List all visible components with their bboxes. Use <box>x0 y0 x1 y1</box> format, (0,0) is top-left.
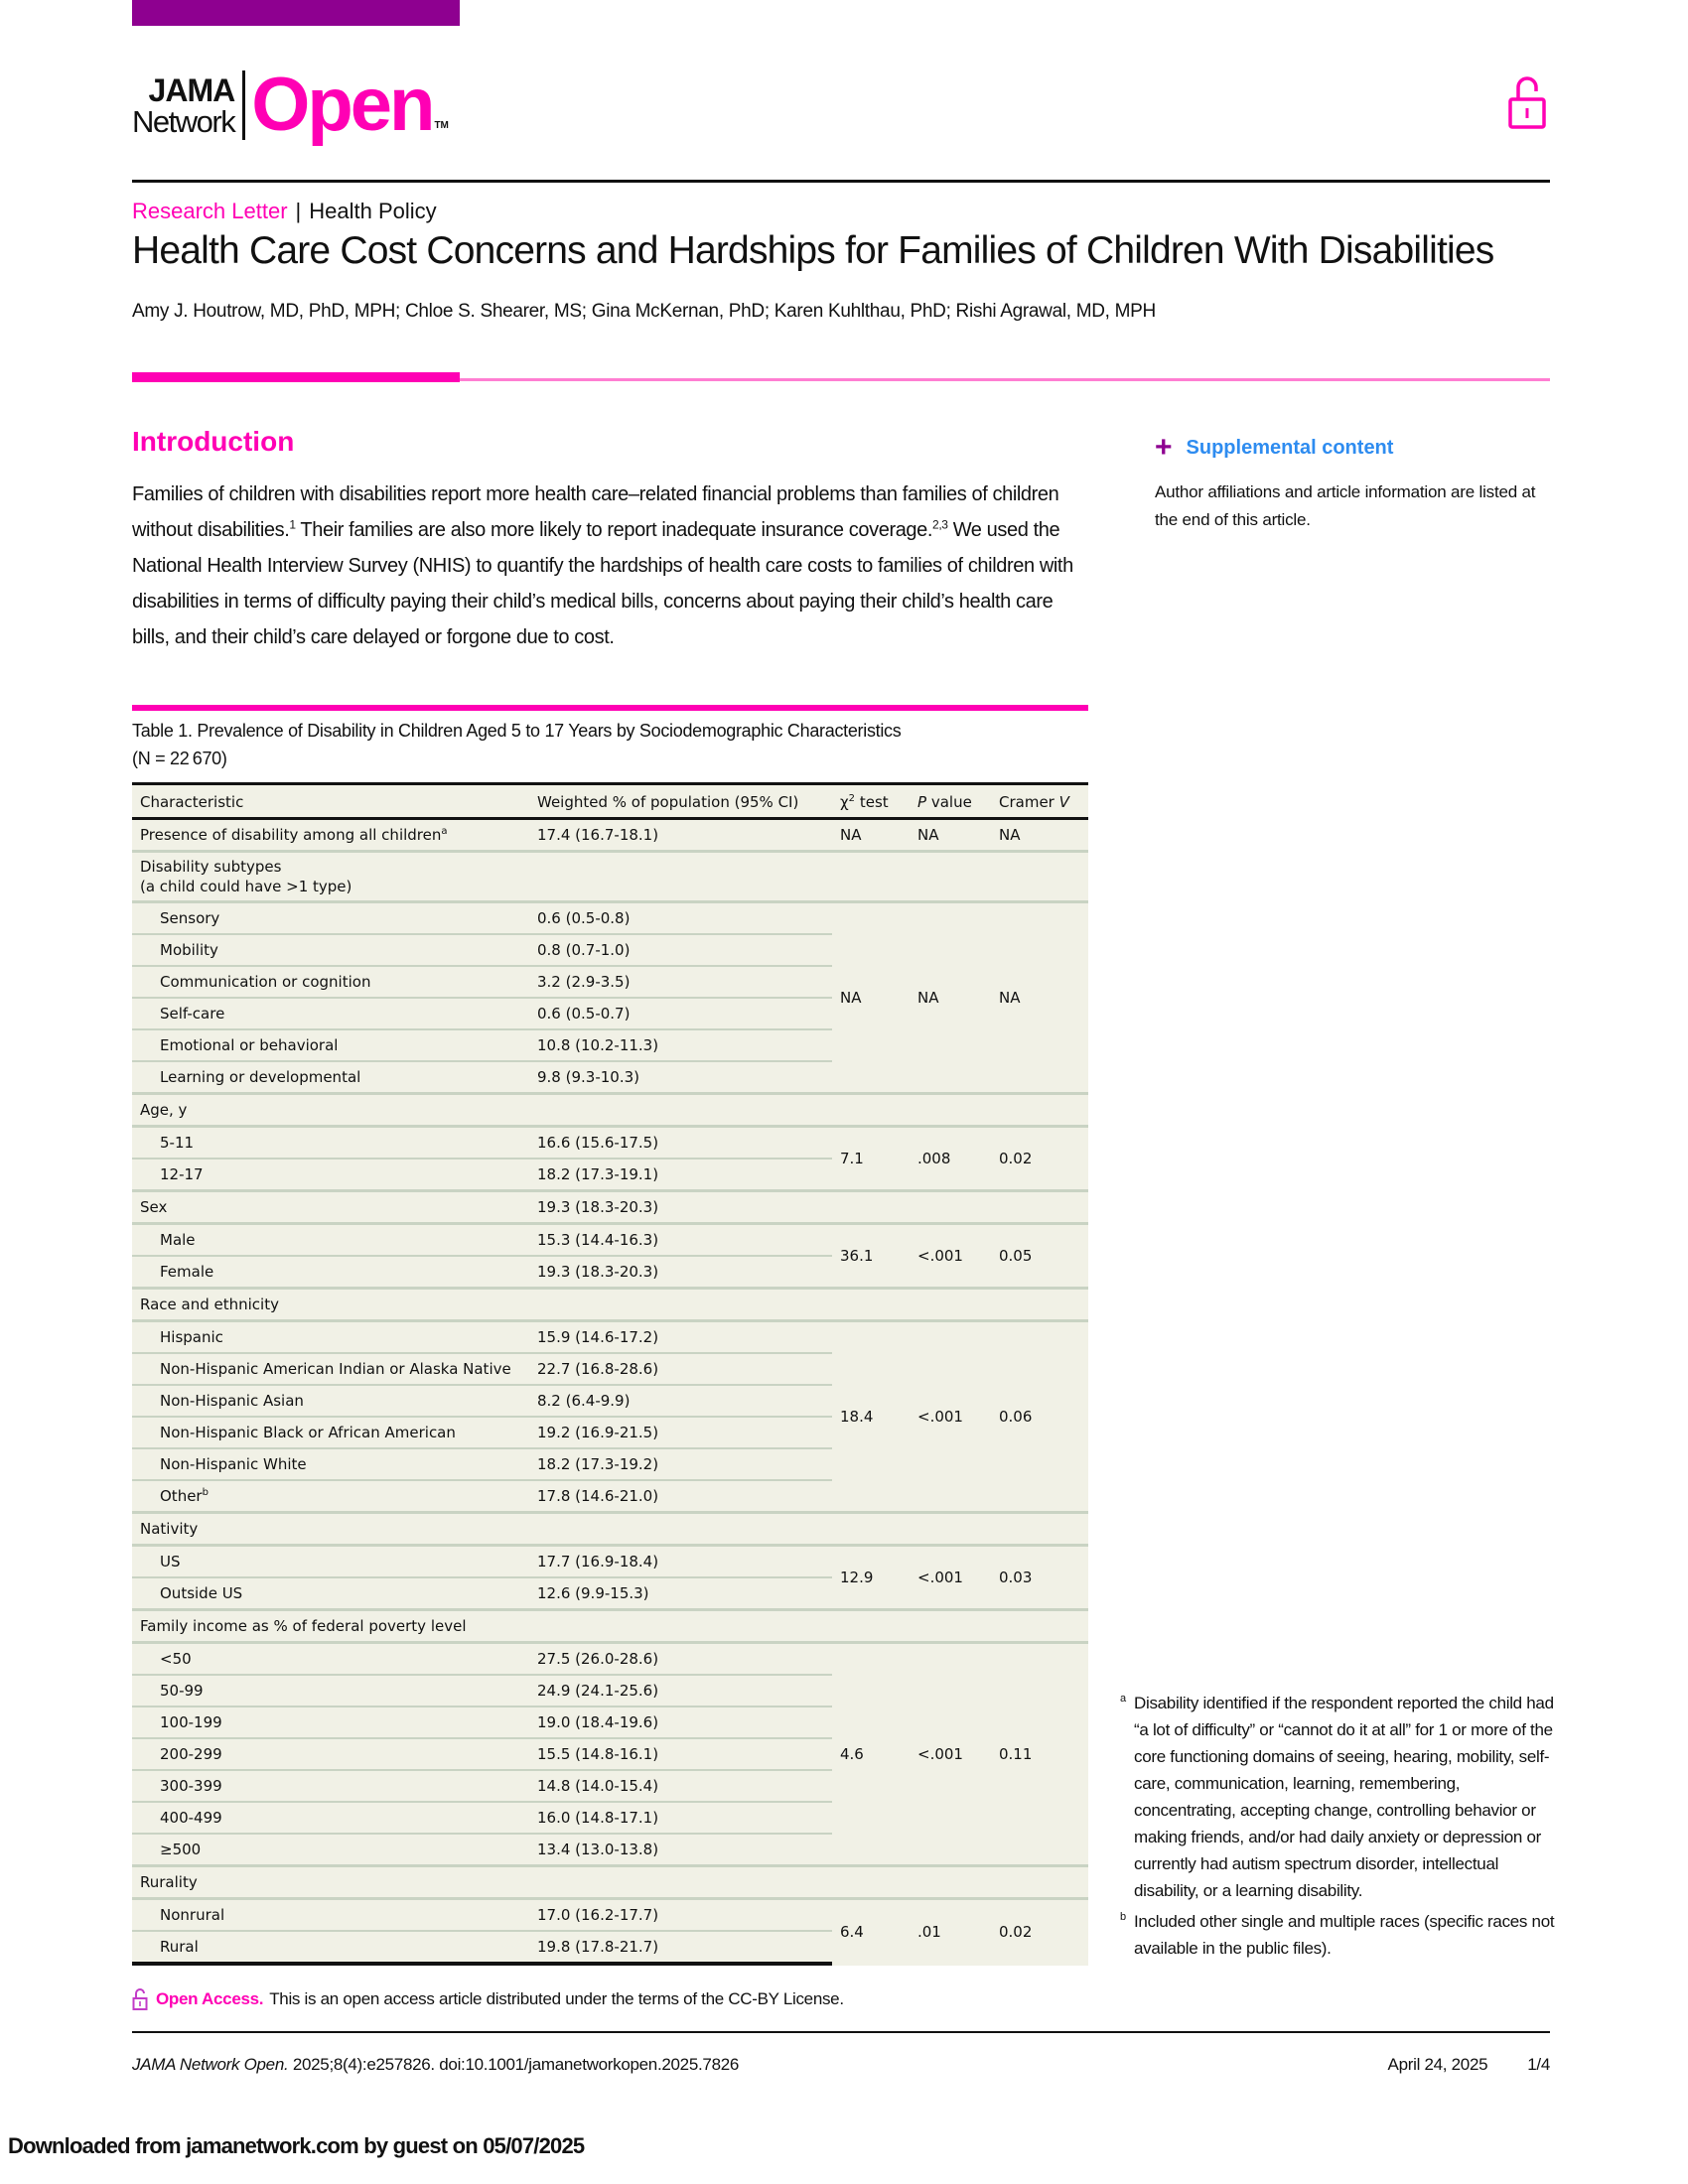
table-row <box>132 1224 1088 1257</box>
group-value <box>529 1289 832 1321</box>
row-label: 50-99 <box>132 1675 529 1706</box>
doi-citation[interactable]: 2025;8(4):e257826. doi:10.1001/jamanetworkopen.2025.7826 <box>288 2055 740 2074</box>
p-value: .01 <box>910 1899 991 1965</box>
article-title: Health Care Cost Concerns and Hardships for Families of Children With Disabilities <box>132 229 1494 272</box>
group-label: Age, y <box>132 1094 529 1127</box>
open-access-text: This is an open access article distributed under the terms of the CC-BY License. <box>269 1989 844 2008</box>
row-label: 100-199 <box>132 1706 529 1738</box>
group-label: Family income as % of federal poverty level <box>132 1610 529 1643</box>
empty-cell <box>832 1513 910 1546</box>
table-caption <box>132 717 1088 772</box>
row-value: 0.6 (0.5-0.8) <box>529 902 832 935</box>
chi-square: 18.4 <box>832 1321 910 1513</box>
table-row <box>132 902 1088 935</box>
article-category[interactable]: Health Policy <box>309 199 437 223</box>
row-value: 12.6 (9.9-15.3) <box>529 1577 832 1610</box>
row-label: Outside US <box>132 1577 529 1610</box>
row-label: 400-499 <box>132 1802 529 1834</box>
row-value: 9.8 (9.3-10.3) <box>529 1061 832 1094</box>
chi-square: 4.6 <box>832 1643 910 1866</box>
reference-2-3[interactable]: 2,3 <box>932 517 948 532</box>
group-label: Race and ethnicity <box>132 1289 529 1321</box>
row-label: Non-Hispanic White <box>132 1448 529 1480</box>
brand-top-bar <box>132 0 460 26</box>
cramer-v: 0.02 <box>991 1127 1088 1191</box>
row-label: Non-Hispanic Black or African American <box>132 1417 529 1448</box>
group-header-row <box>132 1094 1088 1127</box>
page-footer <box>132 2031 1550 2077</box>
empty-cell <box>910 852 991 902</box>
table-1 <box>132 705 1088 1966</box>
group-label: Sex <box>132 1191 529 1224</box>
p-value: <.001 <box>910 1643 991 1866</box>
footer-right <box>1388 2053 1550 2077</box>
group-value <box>529 1610 832 1643</box>
group-header-row <box>132 1191 1088 1224</box>
row-value: 15.9 (14.6-17.2) <box>529 1321 832 1354</box>
col-p-value: P value <box>917 793 972 811</box>
row-value: 17.7 (16.9-18.4) <box>529 1546 832 1578</box>
row-value: 17.0 (16.2-17.7) <box>529 1899 832 1932</box>
chi-square: NA <box>832 902 910 1094</box>
row-label: Nonrural <box>132 1899 529 1932</box>
row-label: Presence of disability among all children$^a$ <box>140 826 448 844</box>
empty-cell <box>832 1866 910 1899</box>
footer-row <box>132 2053 1550 2077</box>
row-value: 19.0 (18.4-19.6) <box>529 1706 832 1738</box>
row-value: 10.8 (10.2-11.3) <box>529 1029 832 1061</box>
header-rule <box>132 180 1550 183</box>
group-label: Rurality <box>132 1866 529 1899</box>
affiliations-note: Author affiliations and article information are listed at the end of this article. <box>1155 482 1536 529</box>
author-list: Amy J. Houtrow, MD, PhD, MPH; Chloe S. Shearer, MS; Gina McKernan, PhD; Karen Kuhlthau, PhD; Rishi Agrawal, MD, MPH <box>132 301 1156 322</box>
pink-divider <box>460 378 1550 381</box>
open-access-lock-icon <box>132 1987 148 2011</box>
row-label: <50 <box>132 1643 529 1676</box>
row-value: 14.8 (14.0-15.4) <box>529 1770 832 1802</box>
row-value: 19.8 (17.8-21.7) <box>529 1931 832 1964</box>
open-lock-icon <box>1507 73 1547 131</box>
cramer-v: 0.03 <box>991 1546 1088 1610</box>
article-type[interactable]: Research Letter <box>132 199 288 223</box>
empty-cell <box>832 1094 910 1127</box>
empty-cell <box>991 1289 1088 1321</box>
p-value: <.001 <box>910 1546 991 1610</box>
supplemental-content-link[interactable] <box>1155 433 1393 463</box>
empty-cell <box>910 1191 991 1224</box>
cramer-v: 0.05 <box>991 1224 1088 1289</box>
group-value: 19.3 (18.3-20.3) <box>529 1191 832 1224</box>
empty-cell <box>991 1094 1088 1127</box>
row-value: 17.8 (14.6-21.0) <box>529 1480 832 1513</box>
row-value: 0.6 (0.5-0.7) <box>529 998 832 1029</box>
chi-square: 7.1 <box>832 1127 910 1191</box>
chi-square: 12.9 <box>832 1546 910 1610</box>
row-label: Rural <box>132 1931 529 1964</box>
introduction-paragraph <box>132 477 1088 655</box>
row-value: 15.5 (14.8-16.1) <box>529 1738 832 1770</box>
row-value: 0.8 (0.7-1.0) <box>529 934 832 966</box>
row-value: 13.4 (13.0-13.8) <box>529 1834 832 1866</box>
group-header-row <box>132 852 1088 902</box>
group-header-row <box>132 1289 1088 1321</box>
table-row <box>132 1546 1088 1578</box>
table-pink-rule <box>132 705 1088 711</box>
group-header-row <box>132 1610 1088 1643</box>
row-value: 19.3 (18.3-20.3) <box>529 1256 832 1289</box>
group-value <box>529 1866 832 1899</box>
publication-date: April 24, 2025 <box>1387 2055 1488 2074</box>
chi-square: 36.1 <box>832 1224 910 1289</box>
col-cramer-v: Cramer V <box>999 793 1069 811</box>
row-label: Female <box>132 1256 529 1289</box>
footer-rule <box>132 2031 1550 2033</box>
empty-cell <box>991 852 1088 902</box>
reference-1[interactable]: 1 <box>289 517 296 532</box>
p-value: NA <box>917 826 939 844</box>
table-row <box>132 1321 1088 1354</box>
table-header-row <box>132 784 1088 819</box>
open-access-notice <box>132 1987 1088 2011</box>
table-footnotes <box>1120 1690 1557 1966</box>
p-value: <.001 <box>910 1224 991 1289</box>
p-value: .008 <box>910 1127 991 1191</box>
empty-cell <box>910 1289 991 1321</box>
empty-cell <box>832 852 910 902</box>
type-separator: | <box>295 199 302 223</box>
cramer-v: 0.06 <box>991 1321 1088 1513</box>
logo-trademark: TM <box>434 120 449 131</box>
table-caption-line-2: (N = 22 670) <box>132 749 227 768</box>
table-row <box>132 819 1088 852</box>
row-label: ≥500 <box>132 1834 529 1866</box>
prevalence-table <box>132 782 1088 1966</box>
cramer-v: NA <box>991 902 1088 1094</box>
page-number: 1/4 <box>1527 2055 1550 2074</box>
chi-square: 6.4 <box>832 1899 910 1965</box>
citation <box>132 2053 739 2077</box>
row-value: 16.6 (15.6-17.5) <box>529 1127 832 1160</box>
row-value: 24.9 (24.1-25.6) <box>529 1675 832 1706</box>
logo-open-text: Open <box>251 63 433 147</box>
cramer-v: NA <box>999 826 1021 844</box>
row-value: 16.0 (14.8-17.1) <box>529 1802 832 1834</box>
group-value <box>529 852 832 902</box>
row-value: 17.4 (16.7-18.1) <box>537 826 659 844</box>
row-label: 12-17 <box>132 1159 529 1191</box>
row-label: Emotional or behavioral <box>132 1029 529 1061</box>
row-value: 3.2 (2.9-3.5) <box>529 966 832 998</box>
footnote-a: a Disability identified if the respondent reported the child had “a lot of difficulty” or “cannot do it at all” for 1 or more of the core functioning domains of seeing, hearing, mobility, self-care, communication, learning, remembering, concentrating, accepting change, controlling behavior or making friends, and/or had daily anxiety or depression or currently had autism spectrum disorder, intellectual disability, or a learning disability. <box>1120 1693 1554 1900</box>
empty-cell <box>832 1610 910 1643</box>
chi-square: NA <box>840 826 862 844</box>
row-label: US <box>132 1546 529 1578</box>
empty-cell <box>832 1191 910 1224</box>
empty-cell <box>991 1513 1088 1546</box>
empty-cell <box>910 1094 991 1127</box>
main-column <box>132 477 1088 2011</box>
journal-name: JAMA Network Open. <box>132 2055 289 2074</box>
empty-cell <box>910 1866 991 1899</box>
row-label: Learning or developmental <box>132 1061 529 1094</box>
introduction-heading: Introduction <box>132 426 295 457</box>
col-chi-test: $\chi^2$ test <box>840 793 889 811</box>
row-label: 5-11 <box>132 1127 529 1160</box>
pink-accent-bar <box>132 372 460 382</box>
empty-cell <box>910 1610 991 1643</box>
open-access-label[interactable]: Open Access. <box>156 1989 264 2008</box>
jama-network-open-logo <box>132 63 449 147</box>
plus-icon: + <box>1155 431 1173 464</box>
col-weighted-pct: Weighted % of population (95% CI) <box>537 793 799 811</box>
row-label: Self-care <box>132 998 529 1029</box>
supplemental-content-label[interactable]: Supplemental content <box>1186 437 1394 459</box>
article-type-line <box>132 199 437 224</box>
empty-cell <box>832 1289 910 1321</box>
group-value <box>529 1094 832 1127</box>
empty-cell <box>991 1866 1088 1899</box>
table-row <box>132 1899 1088 1932</box>
row-label: Communication or cognition <box>132 966 529 998</box>
cramer-v: 0.02 <box>991 1899 1088 1965</box>
p-value: <.001 <box>910 1321 991 1513</box>
intro-text-3: We used the National Health Interview Survey (NHIS) to quantify the hardships of health care costs to families of children with disabilities in terms of difficulty paying their child’s medical bills, concerns about paying their child’s health care bills, and their child’s care delayed or forgone due to cost. <box>132 519 1073 648</box>
row-value: 22.7 (16.8-28.6) <box>529 1353 832 1385</box>
cramer-v: 0.11 <box>991 1643 1088 1866</box>
row-value: 19.2 (16.9-21.5) <box>529 1417 832 1448</box>
row-label: 200-299 <box>132 1738 529 1770</box>
row-label: Hispanic <box>132 1321 529 1354</box>
row-value: 18.2 (17.3-19.1) <box>529 1159 832 1191</box>
col-characteristic: Characteristic <box>140 793 244 811</box>
row-value: 27.5 (26.0-28.6) <box>529 1643 832 1676</box>
row-label: Male <box>132 1224 529 1257</box>
download-stamp: Downloaded from jamanetwork.com by guest on 05/07/2025 <box>8 2133 585 2158</box>
intro-text-2: Their families are also more likely to report inadequate insurance coverage. <box>295 519 933 541</box>
row-value: 18.2 (17.3-19.2) <box>529 1448 832 1480</box>
intro-text-1: Families of children with disabilities report more health care–related financial problems than families of children without disabilities. <box>132 483 1059 541</box>
logo-network-text: Network <box>132 103 235 139</box>
empty-cell <box>991 1610 1088 1643</box>
group-label: Disability subtypes (a child could have >1 type) <box>132 852 529 902</box>
empty-cell <box>991 1191 1088 1224</box>
group-value <box>529 1513 832 1546</box>
row-label: Other$^b$ <box>132 1480 529 1513</box>
row-value: 15.3 (14.4-16.3) <box>529 1224 832 1257</box>
row-value: 8.2 (6.4-9.9) <box>529 1385 832 1417</box>
table-row <box>132 1643 1088 1676</box>
table-row <box>132 1127 1088 1160</box>
empty-cell <box>910 1513 991 1546</box>
row-label: Mobility <box>132 934 529 966</box>
logo-divider <box>242 70 245 140</box>
footnote-b: b Included other single and multiple races (specific races not available in the public files). <box>1120 1911 1555 1958</box>
group-label: Nativity <box>132 1513 529 1546</box>
group-header-row <box>132 1866 1088 1899</box>
p-value: NA <box>910 902 991 1094</box>
row-label: Non-Hispanic Asian <box>132 1385 529 1417</box>
group-header-row <box>132 1513 1088 1546</box>
logo-jama-network <box>132 71 235 139</box>
row-label: Sensory <box>132 902 529 935</box>
logo-jama-text: JAMA <box>148 71 235 108</box>
row-label: 300-399 <box>132 1770 529 1802</box>
row-label: Non-Hispanic American Indian or Alaska Native <box>132 1353 529 1385</box>
table-caption-line-1: Table 1. Prevalence of Disability in Children Aged 5 to 17 Years by Sociodemographic Characteristics <box>132 721 902 741</box>
